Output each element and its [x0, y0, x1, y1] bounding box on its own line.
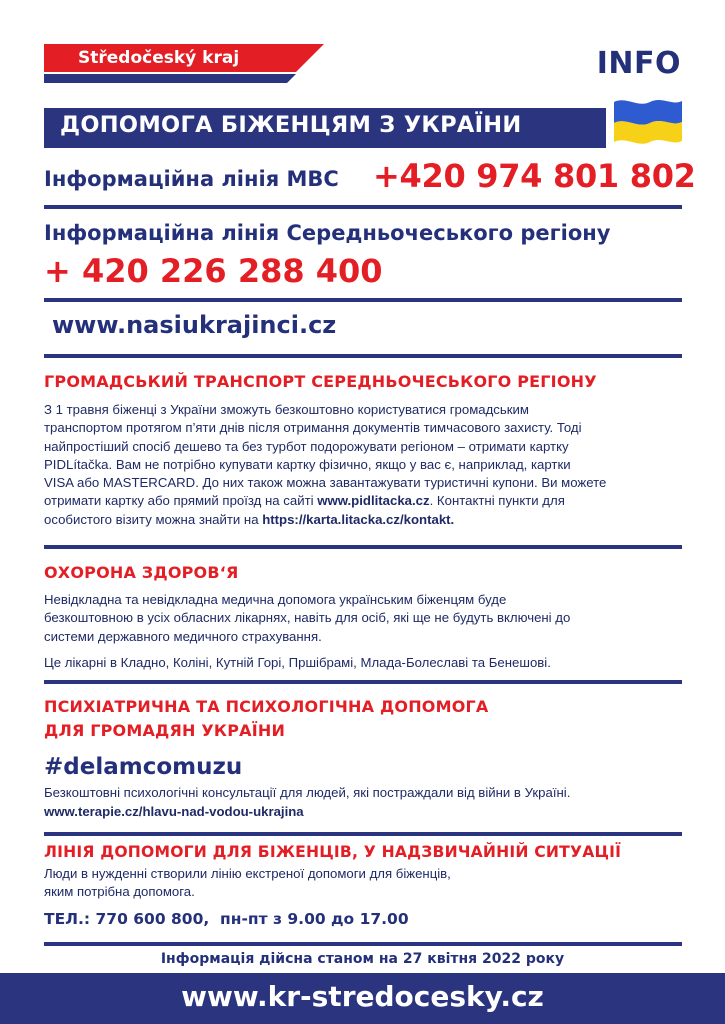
divider-3	[44, 354, 682, 358]
emergency-phone[interactable]: ТЕЛ.: 770 600 800, пн-пт з 9.00 до 17.00	[44, 910, 409, 928]
health-body	[44, 591, 684, 672]
health-line: Невідкладна та невідкладна медична допомога українським біженцям буде	[44, 592, 507, 607]
pidlitacka-link[interactable]: www.pidlitacka.cz	[317, 493, 430, 509]
divider-7	[44, 942, 682, 946]
health-hospitals: Це лікарні в Кладно, Коліні, Кутній Горі, Пршібрамі, Млада-Болеславі та Бенешові.	[44, 654, 551, 670]
health-title: ОХОРОНА ЗДОРОВ‘Я	[44, 563, 239, 582]
region-hotline-label: Інформаційна лінія Середньочеського регіону	[44, 221, 611, 245]
divider-2	[44, 298, 682, 302]
psych-title-2: ДЛЯ ГРОМАДЯН УКРАЇНИ	[44, 721, 286, 740]
psych-description: Безкоштовні психологічні консультації для людей, які постраждали від війни в Україні.	[44, 785, 571, 800]
psych-link[interactable]: www.terapie.cz/hlavu-nad-vodou-ukrajina	[44, 804, 304, 819]
transport-text: отримати картку або прямий проїзд на сайті	[44, 493, 318, 509]
health-line: системи державного медичного страхування.	[44, 628, 322, 644]
region-hotline-phone[interactable]: + 420 226 288 400	[44, 252, 383, 290]
health-line: безкоштовною в усіх обласних лікарнях, навіть для осіб, які ще не будуть включені до	[44, 610, 571, 626]
info-label: INFO	[596, 46, 681, 81]
emergency-line: Люди в нужденні створили лінію екстреної допомоги для біженців,	[44, 866, 451, 881]
emergency-title: ЛІНІЯ ДОПОМОГИ ДЛЯ БІЖЕНЦІВ, У НАДЗВИЧАЙНІЙ СИТУАЦІЇ	[44, 843, 622, 861]
emergency-line: яким потрібна допомога.	[44, 884, 195, 900]
region-tag: Středočeský kraj	[78, 48, 240, 68]
transport-line	[44, 511, 684, 529]
footer-website[interactable]: www.kr-stredocesky.cz	[181, 980, 544, 1013]
ministry-hotline-label: Інформаційна лінія МВС	[44, 167, 339, 191]
transport-line: З 1 травня біженці з України зможуть безкоштовно користуватися громадським	[44, 402, 529, 417]
validity-note: Інформація дійсна станом на 27 квітня 2022 року	[160, 951, 565, 967]
divider-1	[44, 205, 682, 209]
divider-4	[44, 545, 682, 549]
transport-line: PIDLítačka. Вам не потрібно купувати картку фізично, якщо у вас є, наприклад, картки	[44, 456, 571, 472]
psych-hashtag: #delamcomuzu	[44, 754, 243, 780]
website-link[interactable]: www.nasiukrajinci.cz	[52, 311, 337, 339]
transport-body	[44, 401, 684, 529]
transport-text: особистого візиту можна знайти на	[44, 511, 263, 527]
psych-title-1: ПСИХІАТРИЧНА ТА ПСИХОЛОГІЧНА ДОПОМОГА	[44, 697, 489, 716]
ukraine-flag-icon	[614, 98, 682, 146]
transport-line	[44, 492, 684, 510]
transport-line: найпростіший спосіб дешево та без турбот подорожувати регіоном – отримати картку	[44, 438, 569, 454]
kontakt-link[interactable]: https://karta.litacka.cz/kontakt.	[262, 511, 455, 527]
banner-title: ДОПОМОГА БІЖЕНЦЯМ З УКРАЇНИ	[60, 112, 522, 138]
emergency-body	[44, 865, 451, 902]
divider-6	[44, 832, 682, 836]
transport-line: VISA або MASTERCARD. До них також можна завантажувати туристичні купони. Ви можете	[44, 475, 607, 491]
transport-title: ГРОМАДСЬКИЙ ТРАНСПОРТ СЕРЕДНЬОЧЕСЬКОГО РЕГІОНУ	[44, 372, 597, 391]
transport-text: . Контактні пункти для	[429, 493, 565, 509]
transport-line: транспортом протягом п’яти днів після отримання документів тимчасового захисту. Тоді	[44, 420, 582, 436]
ministry-hotline-phone[interactable]: +420 974 801 802	[373, 157, 696, 195]
divider-5	[44, 680, 682, 684]
